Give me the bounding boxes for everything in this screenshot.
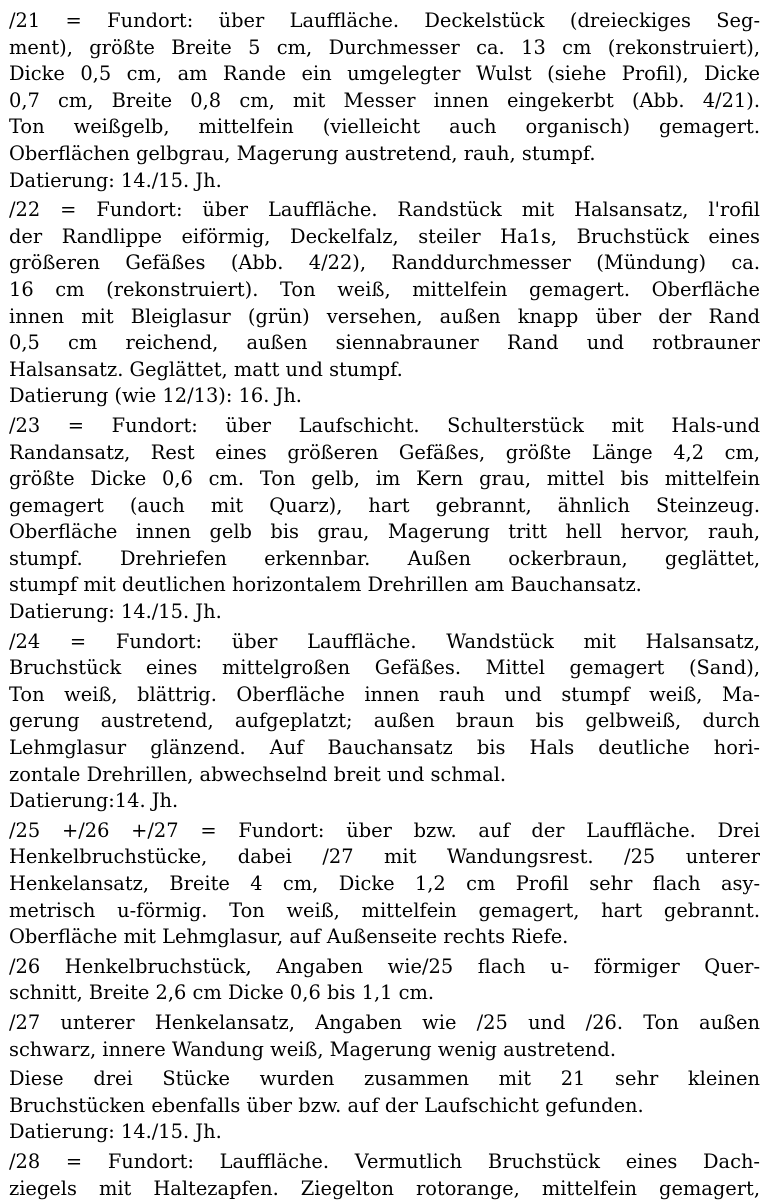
text-line: gemagert (auch mit Quarz), hart gebrannt, ähnlich Steinzeug. [9, 493, 760, 517]
dating-line: Datierung: 14./15. Jh. [9, 600, 222, 624]
text-line: Halsansatz. Geglättet, matt und stumpf. [9, 357, 403, 381]
catalog-entry-21 [9, 8, 760, 194]
text-line: /27 unterer Henkelansatz, Angaben wie /25 und /26. Ton außen [9, 1010, 760, 1034]
text-line: /24 = Fundort: über Lauffläche. Wandstück mit Halsansatz, [9, 629, 760, 653]
text-line: 0,5 cm reichend, außen siennabrauner Rand und rotbrauner [9, 331, 760, 355]
text-line: /21 = Fundort: über Lauffläche. Deckelstück (dreieckiges Seg- [9, 9, 760, 32]
catalog-entry-summary [9, 1066, 760, 1146]
catalog-entry-27 [9, 1010, 760, 1063]
text-line: Bruchstück eines mittelgroßen Gefäßes. Mittel gemagert (Sand), [9, 656, 760, 680]
text-line: Ton weißgelb, mittelfein (vielleicht auch organisch) gemagert. [9, 115, 760, 139]
text-line: stumpf. Drehriefen erkennbar. Außen ockerbraun, geglättet, [9, 546, 760, 570]
text-line: /22 = Fundort: über Lauffläche. Randstück mit Halsansatz, l'rofil [9, 198, 760, 222]
text-line: Henkelansatz, Breite 4 cm, Dicke 1,2 cm Profil sehr flach asy- [9, 872, 760, 895]
text-line: schnitt, Breite 2,6 cm Dicke 0,6 bis 1,1 cm. [9, 981, 435, 1005]
text-line: metrisch u-förmig. Ton weiß, mittelfein gemagert, hart gebrannt. [9, 898, 760, 922]
text-line: Diese drei Stücke wurden zusammen mit 21 sehr kleinen [9, 1067, 760, 1091]
text-line: /28 = Fundort: Lauffläche. Vermutlich Bruchstück eines Dach- [9, 1149, 760, 1173]
text-line: schwarz, innere Wandung weiß, Magerung wenig austretend. [9, 1037, 616, 1061]
text-line: zontale Drehrillen, abwechselnd breit und schmal. [9, 762, 507, 786]
text-line: innen mit Bleiglasur (grün) versehen, außen knapp über der Rand [9, 304, 760, 328]
catalog-entry-22 [9, 197, 760, 410]
text-line: Bruchstücken ebenfalls über bzw. auf der Laufschicht gefunden. [9, 1093, 644, 1117]
dating-line: Datierung: 14./15. Jh. [9, 168, 222, 192]
text-line: Oberfläche innen gelb bis grau, Magerung tritt hell hervor, rauh, [9, 520, 760, 544]
text-line: 0,7 cm, Breite 0,8 cm, mit Messer innen eingekerbt (Abb. 4/21). [9, 88, 760, 112]
text-line: /23 = Fundort: über Laufschicht. Schulterstück mit Hals-und [9, 413, 760, 437]
text-line: /26 Henkelbruchstück, Angaben wie/25 flach u- förmiger Quer- [9, 954, 760, 978]
text-line: gerung austretend, aufgeplatzt; außen braun bis gelbweiß, durch [9, 709, 760, 733]
text-line: Oberflächen gelbgrau, Magerung austretend, rauh, stumpf. [9, 141, 596, 165]
dating-line: Datierung: 14./15. Jh. [9, 1120, 222, 1144]
text-line: größte Dicke 0,6 cm. Ton gelb, im Kern grau, mittel bis mittelfein [9, 467, 760, 491]
text-line: Ton weiß, blättrig. Oberfläche innen rauh und stumpf weiß, Ma- [9, 682, 760, 706]
text-line: /25 +/26 +/27 = Fundort: über bzw. auf der Lauffläche. Drei [9, 818, 760, 842]
dating-line: Datierung:14. Jh. [9, 789, 179, 813]
catalog-entry-24 [9, 629, 760, 815]
text-line: größeren Gefäßes (Abb. 4/22), Randdurchmesser (Mündung) ca. [9, 251, 760, 275]
text-line: Henkelbruchstücke, dabei /27 mit Wandungsrest. /25 unterer [9, 845, 760, 869]
text-line: ment), größte Breite 5 cm, Durchmesser ca. 13 cm (rekonstruiert), [9, 35, 760, 59]
text-line: Dicke 0,5 cm, am Rande ein umgelegter Wulst (siehe Profil), Dicke [9, 62, 760, 86]
catalog-entry-26 [9, 954, 760, 1007]
catalog-entry-28 [9, 1149, 760, 1202]
text-line: Oberfläche mit Lehmglasur, auf Außenseite rechts Riefe. [9, 925, 569, 949]
text-line: der Randlippe eiförmig, Deckelfalz, steiler Ha1s, Bruchstück eines [9, 224, 760, 248]
text-line: Randansatz, Rest eines größeren Gefäßes, größte Länge 4,2 cm, [9, 440, 760, 464]
text-line: ziegels mit Haltezapfen. Ziegelton rotorange, mittelfein gemagert, [9, 1176, 760, 1200]
catalog-entry-23 [9, 413, 760, 626]
text-line: 16 cm (rekonstruiert). Ton weiß, mittelfein gemagert. Oberfläche [9, 277, 760, 301]
text-line: stumpf mit deutlichen horizontalem Drehrillen am Bauchansatz. [9, 573, 642, 597]
catalog-entry-25-27 [9, 818, 760, 951]
dating-line: Datierung (wie 12/13): 16. Jh. [9, 384, 302, 408]
text-line: Lehmglasur glänzend. Auf Bauchansatz bis Hals deutliche hori- [9, 736, 760, 760]
